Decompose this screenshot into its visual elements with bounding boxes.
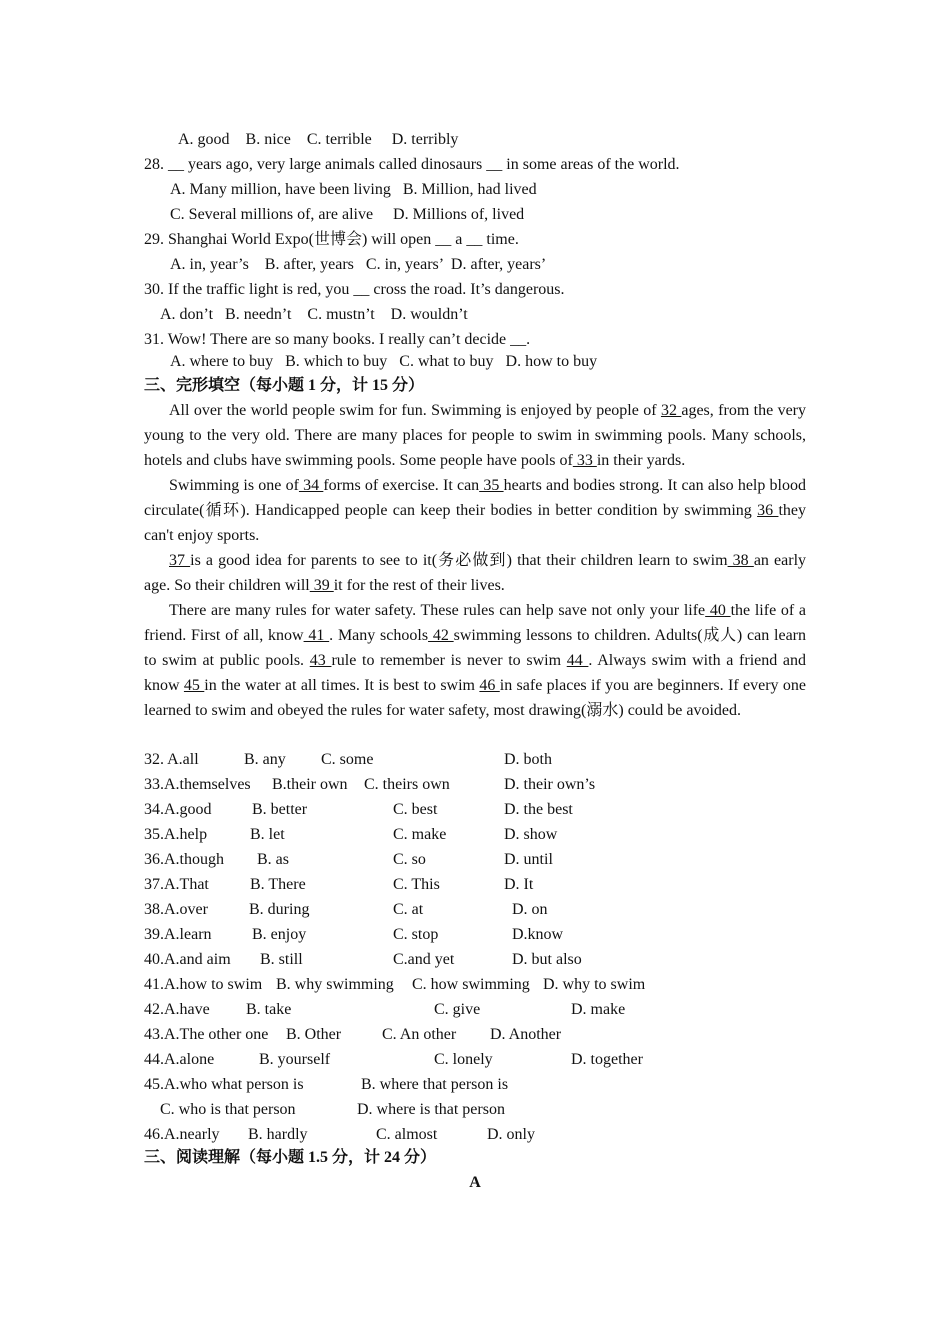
- blank-44: 44: [566, 652, 589, 669]
- blank-36: 36: [757, 502, 779, 519]
- passage-label: A: [469, 1174, 481, 1191]
- choice-46-d: D. only: [487, 1126, 535, 1143]
- choice-43-c: C. An other: [382, 1026, 457, 1043]
- q28-options-line1: A. Many million, have been living B. Million, had lived: [170, 181, 537, 198]
- blank-43: 43: [309, 652, 332, 669]
- cloze-paragraph-3: 37 is a good idea for parents to see to it(务必做到) that their children learn to swim 38 an early age. So their children will 39 it for the rest of their lives.: [144, 552, 807, 594]
- blank-41: 41: [303, 627, 330, 644]
- choice-38-a: 38.A.over: [144, 901, 208, 918]
- choice-33-b: B.their own: [272, 776, 348, 793]
- choice-42-b: B. take: [246, 1001, 292, 1018]
- cloze-paragraph-2: Swimming is one of 34 forms of exercise. It can 35 hearts and bodies strong. It can also help blood circulate(循环). Handicapped people can keep their bodies in better condition by swimming 36 they can't enjoy sports.: [144, 477, 807, 544]
- choice-39-b: B. enjoy: [252, 926, 307, 943]
- choice-32-d: D. both: [504, 751, 552, 768]
- blank-34: 34: [298, 477, 324, 494]
- choice-45-a: 45.A.who what person is: [144, 1076, 304, 1093]
- q31-stem: 31. Wow! There are so many books. I really can’t decide __.: [144, 331, 531, 348]
- choice-44-b: B. yourself: [259, 1051, 331, 1068]
- choice-36-d: D. until: [504, 851, 553, 868]
- choice-38-c: C. at: [393, 901, 424, 918]
- choice-39-d: D.know: [512, 926, 564, 943]
- q29-stem: 29. Shanghai World Expo(世博会) will open __ a __ time.: [144, 231, 519, 248]
- cloze-passage: [144, 398, 806, 723]
- choice-43-d: D. Another: [490, 1026, 562, 1043]
- q28-stem: 28. __ years ago, very large animals called dinosaurs __ in some areas of the world.: [144, 156, 680, 173]
- blank-32: 32: [660, 402, 682, 419]
- choice-37-b: B. There: [250, 876, 306, 893]
- choice-46-b: B. hardly: [248, 1126, 308, 1143]
- choice-38-d: D. on: [512, 901, 548, 918]
- choice-41-c: C. how swimming: [412, 976, 530, 993]
- choice-35-a: 35.A.help: [144, 826, 208, 843]
- choice-34-b: B. better: [252, 801, 308, 818]
- choice-45-c: C. who is that person: [160, 1101, 296, 1118]
- choice-35-c: C. make: [393, 826, 447, 843]
- cloze-paragraph-1: All over the world people swim for fun. Swimming is enjoyed by people of 32 ages, from the very young to the very old. There are many places for people to swim in swimming pools. Many schools, hotels and clubs have swimming pools. Some people have pools of 33 in their yards.: [144, 402, 806, 469]
- choice-44-c: C. lonely: [434, 1051, 493, 1068]
- choice-33-d: D. their own’s: [504, 776, 596, 793]
- q27-options: A. good B. nice C. terrible D. terribly: [178, 131, 459, 148]
- blank-39: 39: [309, 577, 334, 594]
- choice-34-a: 34.A.good: [144, 801, 212, 818]
- choice-41-a: 41.A.how to swim: [144, 976, 263, 993]
- choice-36-a: 36.A.though: [144, 851, 224, 868]
- choice-46-a: 46.A.nearly: [144, 1126, 220, 1143]
- q29-options: A. in, year’s B. after, years C. in, years’ D. after, years’: [170, 256, 547, 273]
- choice-41-d: D. why to swim: [543, 976, 646, 993]
- choice-34-d: D. the best: [504, 801, 573, 818]
- choice-40-c: C.and yet: [393, 951, 455, 968]
- choice-40-a: 40.A.and aim: [144, 951, 231, 968]
- choice-41-b: B. why swimming: [276, 976, 394, 993]
- blank-33: 33: [572, 452, 597, 469]
- choice-43-b: B. Other: [286, 1026, 342, 1043]
- choice-46-c: C. almost: [376, 1126, 438, 1143]
- blank-37: 37: [169, 552, 191, 569]
- choice-42-c: C. give: [434, 1001, 481, 1018]
- choice-38-b: B. during: [249, 901, 310, 918]
- choice-40-d: D. but also: [512, 951, 582, 968]
- q31-options: A. where to buy B. which to buy C. what to buy D. how to buy: [170, 353, 598, 370]
- choice-37-c: C. This: [393, 876, 440, 893]
- choice-42-d: D. make: [571, 1001, 626, 1018]
- choice-32-b: B. any: [244, 751, 286, 768]
- choice-39-a: 39.A.learn: [144, 926, 212, 943]
- choice-44-a: 44.A.alone: [144, 1051, 215, 1068]
- blank-46: 46: [479, 677, 500, 694]
- choice-32-c: C. some: [321, 751, 374, 768]
- blank-38: 38: [727, 552, 754, 569]
- choice-33-c: C. theirs own: [364, 776, 450, 793]
- section-heading-reading: 三、阅读理解（每小题 1.5 分，计 24 分）: [144, 1149, 437, 1166]
- choice-32-a: 32. A.all: [144, 751, 199, 768]
- choice-37-d: D. It: [504, 876, 534, 893]
- choice-43-a: 43.A.The other one: [144, 1026, 269, 1043]
- q30-options: A. don’t B. needn’t C. mustn’t D. wouldn’t: [160, 306, 468, 323]
- choice-45-d: D. where is that person: [357, 1101, 505, 1118]
- choice-35-d: D. show: [504, 826, 558, 843]
- choice-44-d: D. together: [571, 1051, 643, 1068]
- choice-33-a: 33.A.themselves: [144, 776, 251, 793]
- blank-42: 42: [428, 627, 454, 644]
- q28-options-line2: C. Several millions of, are alive D. Millions of, lived: [170, 206, 525, 223]
- blank-35: 35: [479, 477, 504, 494]
- blank-40: 40: [705, 602, 731, 619]
- choice-36-c: C. so: [393, 851, 426, 868]
- choice-34-c: C. best: [393, 801, 438, 818]
- choice-35-b: B. let: [250, 826, 285, 843]
- blank-45: 45: [183, 677, 205, 694]
- choice-45-b: B. where that person is: [361, 1076, 509, 1093]
- choice-42-a: 42.A.have: [144, 1001, 210, 1018]
- choice-39-c: C. stop: [393, 926, 439, 943]
- choice-36-b: B. as: [257, 851, 289, 868]
- cloze-paragraph-4: There are many rules for water safety. These rules can help save not only your life 40 the life of a friend. First of all, know 41 . Many schools 42 swimming lessons to children. Adults(成人) can learn to swim at public pools. 43 rule to remember is never to swim 44 . Always swim with a friend and know 45 in the water at all times. It is best to swim 46 in safe places if you are beginners. If every one learned to swim and obeyed the rules for water safety, most drawing(溺水) could be avoided.: [144, 602, 807, 719]
- choice-37-a: 37.A.That: [144, 876, 209, 893]
- q30-stem: 30. If the traffic light is red, you __ cross the road. It’s dangerous.: [144, 281, 565, 298]
- section-heading-cloze: 三、完形填空（每小题 1 分，计 15 分）: [144, 377, 425, 394]
- choice-40-b: B. still: [260, 951, 303, 968]
